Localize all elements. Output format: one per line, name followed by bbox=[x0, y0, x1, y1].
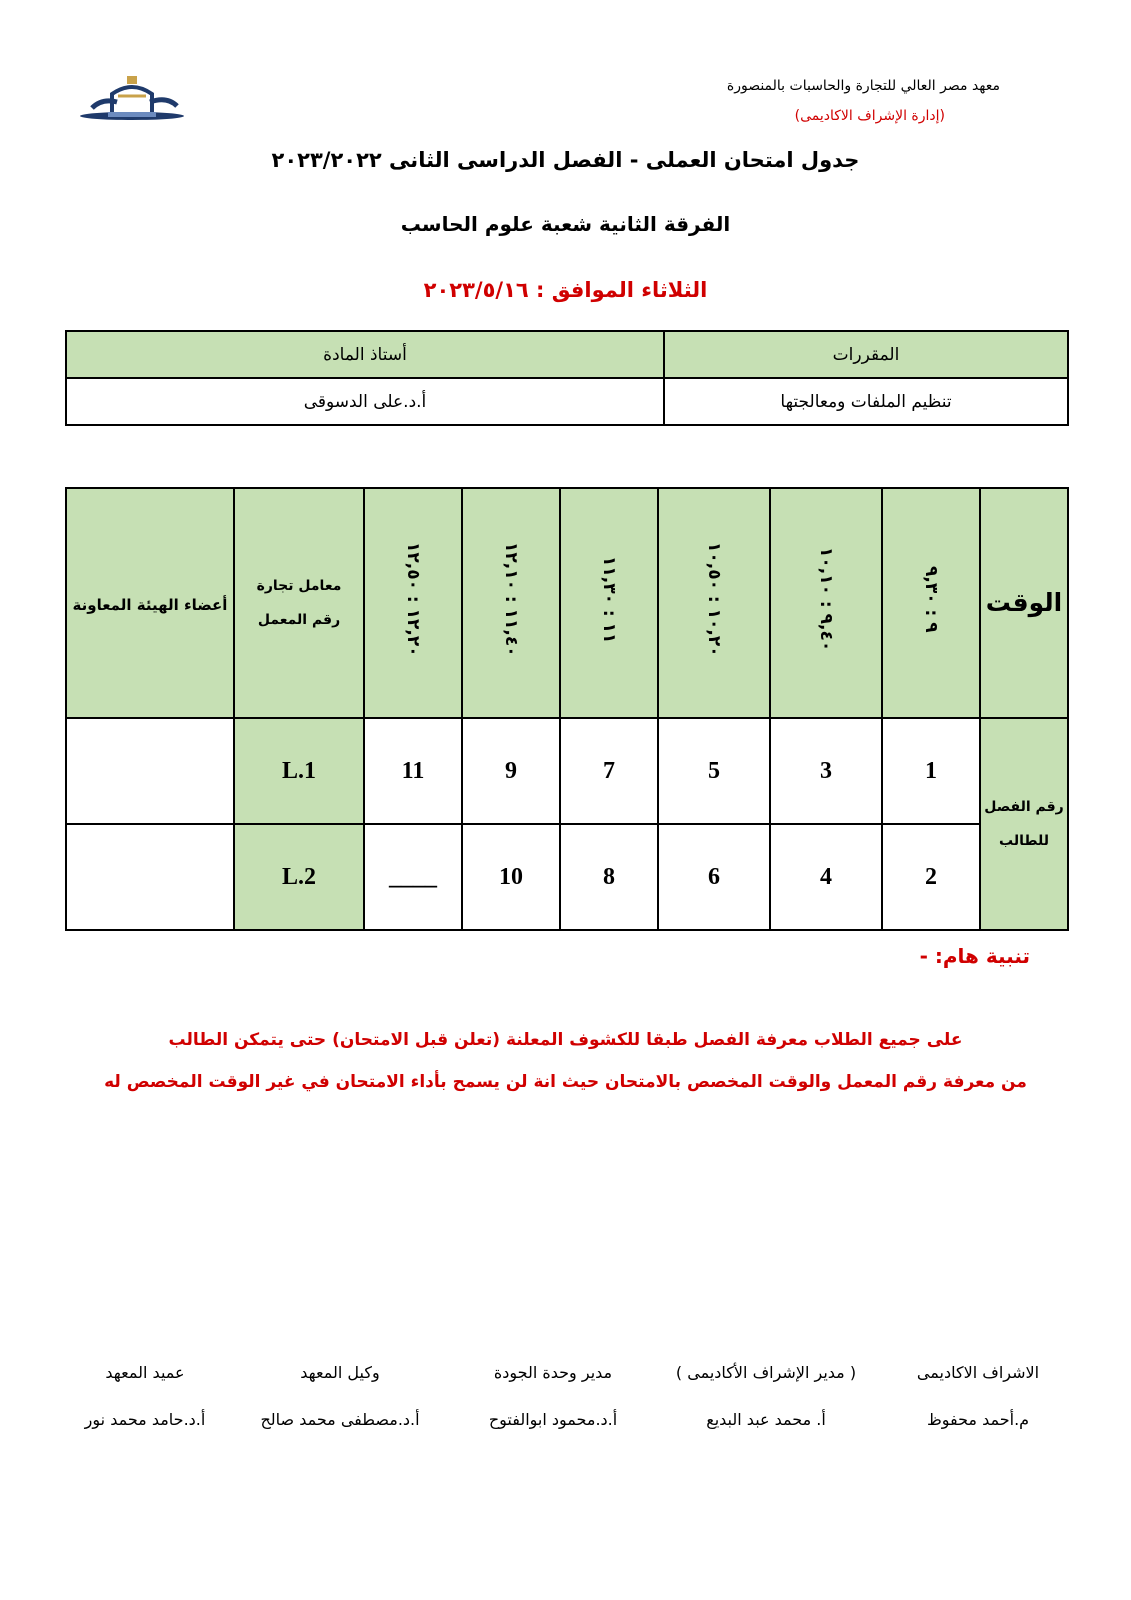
table-cell: 7 bbox=[560, 718, 658, 824]
lab-cell: L.2 bbox=[234, 824, 364, 930]
courses-header: المقررات bbox=[664, 331, 1068, 378]
table-cell: ____ bbox=[364, 824, 462, 930]
signature-role: ( مدير الإشراف الأكاديمى ) bbox=[675, 1363, 857, 1382]
time-slot: ٩,٤٠ : ١٠,١٠ bbox=[770, 488, 882, 718]
signature-name: أ.د.مصطفى محمد صالح bbox=[260, 1410, 420, 1429]
staff-header: أعضاء الهيئة المعاونة bbox=[66, 488, 234, 718]
table-cell: 10 bbox=[462, 824, 560, 930]
institute-logo bbox=[72, 72, 187, 124]
institute-name: معهد مصر العالي للتجارة والحاسبات بالمنصورة bbox=[726, 78, 1000, 94]
table-cell: 8 bbox=[560, 824, 658, 930]
notice-line-2: من معرفة رقم المعمل والوقت المخصص بالامتحان حيث انة لن يسمح بأداء الامتحان في غير الوقت المخصص له bbox=[104, 1072, 1027, 1092]
time-slot: ٩ : ٩,٣٠ bbox=[882, 488, 980, 718]
course-name: تنظيم الملفات ومعالجتها bbox=[664, 378, 1068, 425]
table-cell: 5 bbox=[658, 718, 770, 824]
department-name: (إدارة الإشراف الاكاديمى) bbox=[794, 108, 945, 124]
page-title: جدول امتحان العملى - الفصل الدراسى الثانى ٢٠٢٣/٢٠٢٢ bbox=[271, 148, 860, 172]
signature-name: أ.د.محمود ابوالفتوح bbox=[488, 1410, 618, 1429]
table-cell: 11 bbox=[364, 718, 462, 824]
notice-title: تنبية هام: - bbox=[919, 944, 1030, 968]
time-slot: ١٠,٢٠ : ١٠,٥٠ bbox=[658, 488, 770, 718]
staff-cell bbox=[66, 824, 234, 930]
schedule-table bbox=[65, 487, 1069, 931]
course-table bbox=[65, 330, 1069, 426]
signature-role: الاشراف الاكاديمى bbox=[916, 1363, 1040, 1382]
lab-cell: L.1 bbox=[234, 718, 364, 824]
signature-name: م.أحمد محفوظ bbox=[926, 1410, 1030, 1429]
time-slot: ١١ : ١١,٣٠ bbox=[560, 488, 658, 718]
row-label: رقم الفصل للطالب bbox=[980, 718, 1068, 930]
lab-header: معامل تجارة رقم المعمل bbox=[234, 488, 364, 718]
table-cell: 3 bbox=[770, 718, 882, 824]
time-header: الوقت bbox=[980, 488, 1068, 718]
professor-name: أ.د.على الدسوقى bbox=[66, 378, 664, 425]
signature-name: أ.د.حامد محمد نور bbox=[84, 1410, 206, 1429]
table-cell: 6 bbox=[658, 824, 770, 930]
signature-role: وكيل المعهد bbox=[300, 1363, 380, 1382]
table-cell: 9 bbox=[462, 718, 560, 824]
table-cell: 4 bbox=[770, 824, 882, 930]
exam-date: الثلاثاء الموافق : ٢٠٢٣/٥/١٦ bbox=[423, 278, 708, 302]
signature-name: أ. محمد عبد البديع bbox=[706, 1410, 826, 1429]
staff-cell bbox=[66, 718, 234, 824]
signature-role: مدير وحدة الجودة bbox=[493, 1363, 613, 1382]
time-slot: ١١,٤٠ : ١٢,١٠ bbox=[462, 488, 560, 718]
signature-role: عميد المعهد bbox=[105, 1363, 185, 1382]
time-slot: ١٢,٢٠ : ١٢,٥٠ bbox=[364, 488, 462, 718]
table-cell: 2 bbox=[882, 824, 980, 930]
professor-header: أستاذ المادة bbox=[66, 331, 664, 378]
page-subtitle: الفرقة الثانية شعبة علوم الحاسب bbox=[400, 212, 731, 236]
table-cell: 1 bbox=[882, 718, 980, 824]
notice-line-1: على جميع الطلاب معرفة الفصل طبقا للكشوف المعلنة (تعلن قبل الامتحان) حتى يتمكن الطالب bbox=[168, 1030, 963, 1050]
